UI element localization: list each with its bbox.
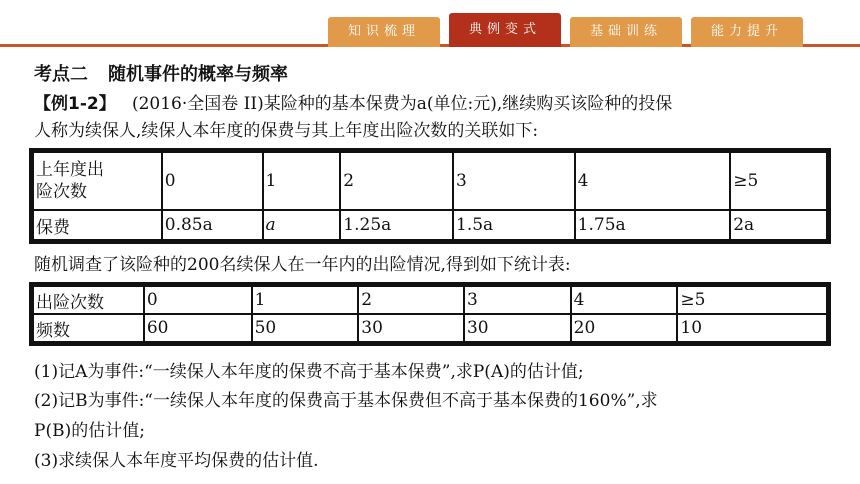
- survey-text: 随机调查了该险种的200名续保人在一年内的出险情况,得到如下统计表:: [34, 255, 571, 275]
- section-heading: [34, 60, 288, 86]
- frequency-table-row: [33, 314, 827, 342]
- question-1: (1)记A为事件:“一续保人本年度的保费不高于基本保费”,求P(A)的估计值;: [34, 362, 584, 382]
- premium-table-row: [33, 152, 827, 210]
- table-cell: 4: [571, 286, 678, 314]
- premium-table-row: [33, 210, 827, 240]
- table-cell: ≥5: [730, 152, 827, 210]
- question-2-continued: P(B)的估计值;: [34, 421, 145, 441]
- example-text-1: (2016·全国卷 II)某险种的基本保费为a(单位:元),继续购买该险种的投保: [131, 94, 673, 114]
- table-cell: 3: [464, 286, 571, 314]
- example-line-2: 人称为续保人,续保人本年度的保费与其上年度出险次数的关联如下:: [34, 121, 539, 141]
- section-title: 随机事件的概率与频率: [108, 64, 288, 85]
- table-cell: 30: [358, 314, 464, 342]
- table-cell: a: [263, 210, 341, 240]
- table-header-cell: 出险次数: [33, 286, 144, 314]
- frequency-table-row: [33, 286, 827, 314]
- frequency-table: [32, 285, 828, 343]
- table-cell: 0: [144, 286, 252, 314]
- tab-examples[interactable]: 典例变式: [449, 13, 561, 47]
- table-cell: 3: [453, 152, 575, 210]
- tab-knowledge-review[interactable]: 知识梳理: [328, 17, 440, 47]
- table-cell: 2a: [730, 210, 827, 240]
- table-header-cell: 频数: [33, 314, 144, 342]
- table-cell: 4: [575, 152, 731, 210]
- table-cell: 50: [252, 314, 359, 342]
- table-cell: 1: [252, 286, 359, 314]
- premium-table: [32, 151, 828, 241]
- table-cell: 1.5a: [453, 210, 575, 240]
- table-header-cell: 上年度出 险次数: [33, 152, 162, 210]
- tab-ability-improvement[interactable]: 能力提升: [691, 17, 803, 47]
- table-cell: 1: [263, 152, 341, 210]
- table-cell: 30: [464, 314, 571, 342]
- table-cell: 60: [144, 314, 252, 342]
- table-cell: 0.85a: [162, 210, 263, 240]
- table-cell: 10: [677, 314, 827, 342]
- table-cell: 2: [358, 286, 464, 314]
- table-cell: ≥5: [677, 286, 827, 314]
- question-2: (2)记B为事件:“一续保人本年度的保费高于基本保费但不高于基本保费的160%”,求: [34, 391, 658, 411]
- table-cell: 0: [162, 152, 263, 210]
- table-cell: 1.75a: [575, 210, 731, 240]
- example-label: 【例1-2】: [34, 94, 116, 114]
- table-header-cell: 保费: [33, 210, 162, 240]
- section-number: 考点二: [34, 64, 88, 85]
- question-3: (3)求续保人本年度平均保费的估计值.: [34, 451, 319, 471]
- table-cell: 1.25a: [340, 210, 453, 240]
- tab-basic-training[interactable]: 基础训练: [570, 17, 682, 47]
- table-cell: 20: [571, 314, 678, 342]
- top-nav: [0, 0, 860, 52]
- example-line-1: [34, 91, 672, 117]
- table-cell: 2: [340, 152, 453, 210]
